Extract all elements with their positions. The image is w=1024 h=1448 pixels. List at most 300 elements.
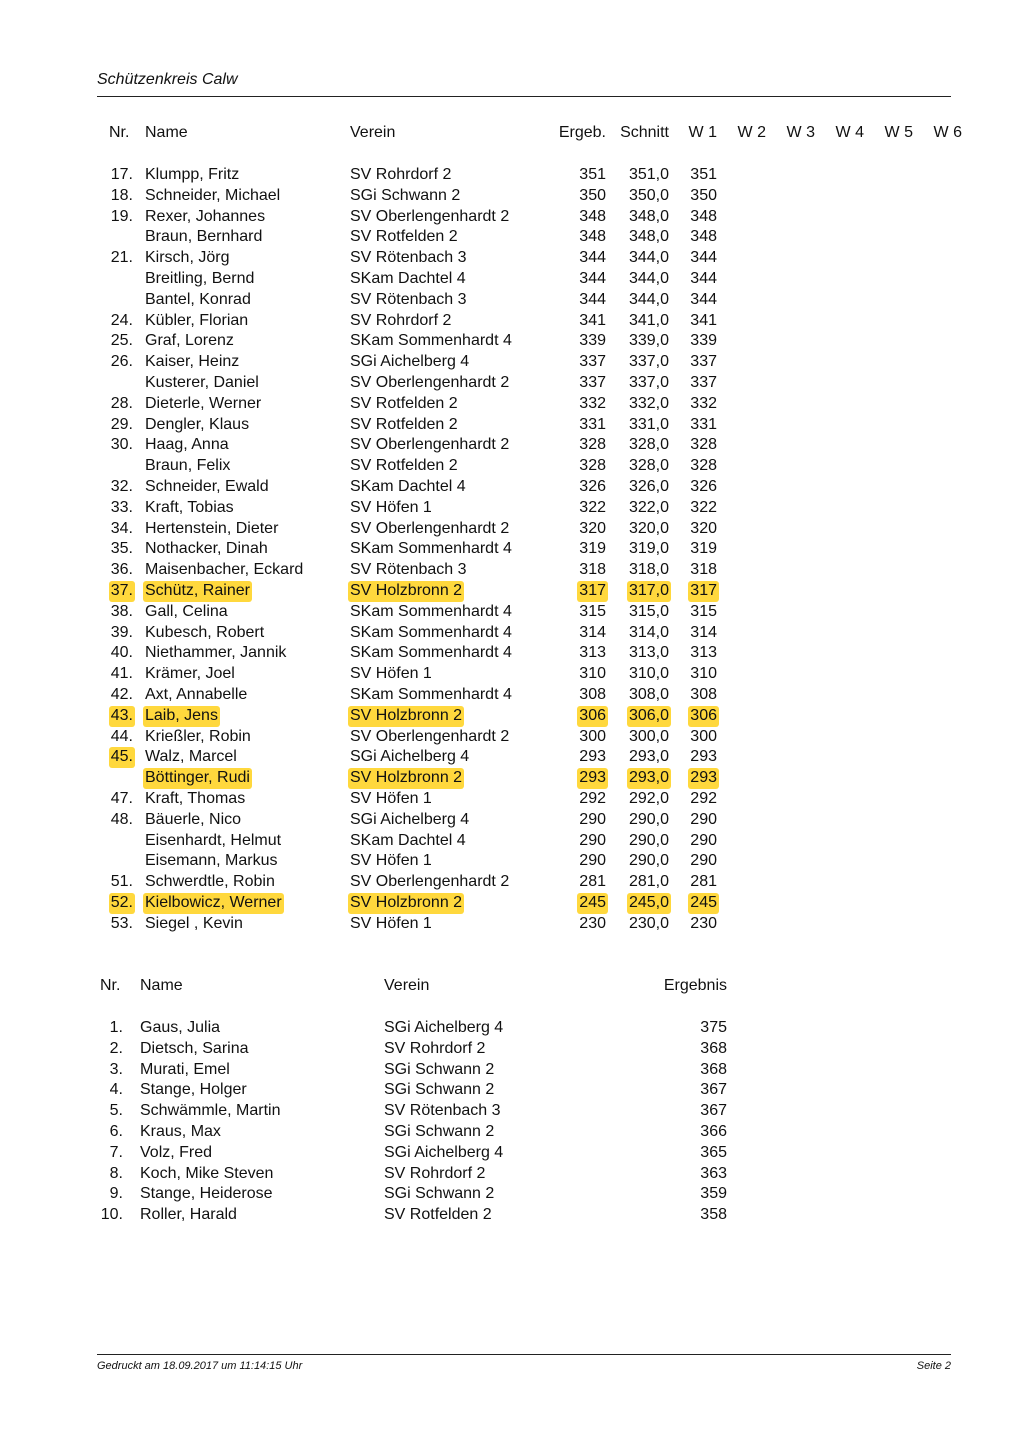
cell-verein: SGi Aichelberg 4 <box>350 810 470 828</box>
cell-nr: 51. <box>110 873 133 891</box>
cell-nr: 36. <box>110 561 133 579</box>
cell-nr: 47. <box>110 790 133 807</box>
print-timestamp: Gedruckt am 18.09.2017 um 11:14:15 Uhr <box>97 1360 303 1372</box>
cell-verein: SV Rohrdorf 2 <box>384 1039 486 1057</box>
cell-w1: 341 <box>690 311 717 329</box>
cell-ergeb: 300 <box>579 727 606 745</box>
cell-ergeb: 322 <box>579 498 606 516</box>
cell-schnitt: 290,0 <box>628 810 669 828</box>
cell-ergeb: 281 <box>579 873 606 891</box>
cell-nr: 52. <box>109 893 135 914</box>
cell-w1: 350 <box>690 186 717 204</box>
cell-ergeb: 292 <box>579 790 606 807</box>
cell-schnitt: 310,0 <box>628 665 669 683</box>
cell-verein: SV Rötenbach 3 <box>350 561 467 579</box>
cell-schnitt: 328,0 <box>628 457 669 475</box>
cell-name: Maisenbacher, Eckard <box>145 561 304 579</box>
cell-name: Gaus, Julia <box>140 1019 221 1036</box>
cell-verein: SKam Dachtel 4 <box>350 478 466 495</box>
cell-ergeb: 310 <box>579 665 606 683</box>
table-row <box>0 311 1024 332</box>
cell-w1: 344 <box>690 249 717 267</box>
cell-name: Stange, Heiderose <box>140 1185 273 1203</box>
cell-w1: 293 <box>688 768 719 789</box>
table-row <box>0 1080 1024 1101</box>
cell-name: Niethammer, Jannik <box>145 644 287 662</box>
cell-w1: 293 <box>690 748 717 766</box>
cell-name: Schwämmle, Martin <box>140 1102 281 1120</box>
results-table-header <box>0 123 1024 143</box>
cell-nr: 40. <box>110 644 133 662</box>
cell-name: Braun, Bernhard <box>145 228 263 246</box>
cell-nr: 2. <box>109 1039 123 1057</box>
cell-w1: 317 <box>688 581 719 602</box>
cell-schnitt: 319,0 <box>628 540 669 558</box>
cell-verein: SV Höfen 1 <box>350 914 432 932</box>
table-row <box>0 810 1024 831</box>
cell-w1: 322 <box>690 498 717 516</box>
cell-verein: SV Rötenbach 3 <box>350 249 467 267</box>
cell-verein: SV Rotfelden 2 <box>384 1206 492 1224</box>
cell-nr: 44. <box>110 727 133 745</box>
cell-verein: SGi Aichelberg 4 <box>350 353 470 371</box>
table-row <box>0 207 1024 228</box>
cell-w1: 306 <box>688 706 719 727</box>
cell-name: Eisemann, Markus <box>145 852 278 870</box>
cell-name: Walz, Marcel <box>145 748 237 766</box>
cell-nr: 42. <box>110 686 133 703</box>
cell-schnitt: 344,0 <box>628 270 669 287</box>
cell-verein: SKam Sommenhardt 4 <box>350 332 512 350</box>
cell-nr: 18. <box>110 186 133 204</box>
cell-nr: 7. <box>109 1143 123 1161</box>
cell-ergebnis: 368 <box>700 1060 727 1078</box>
cell-nr: 1. <box>109 1019 123 1036</box>
cell-w1: 328 <box>690 436 717 454</box>
cell-verein: SKam Sommenhardt 4 <box>350 686 512 703</box>
cell-nr: 53. <box>110 914 133 932</box>
cell-ergeb: 341 <box>579 311 606 329</box>
col-w3-header: W 3 <box>786 124 815 141</box>
table-row <box>0 602 1024 623</box>
table-row <box>0 1184 1024 1205</box>
cell-nr: 19. <box>110 207 133 225</box>
col-nr-header: Nr. <box>109 124 130 141</box>
cell-name: Rexer, Johannes <box>145 207 266 225</box>
cell-schnitt: 308,0 <box>628 686 669 703</box>
cell-w1: 292 <box>690 790 717 807</box>
cell-name: Kraft, Tobias <box>145 498 234 516</box>
cell-ergeb: 337 <box>579 374 606 391</box>
cell-verein: SGi Schwann 2 <box>384 1123 495 1140</box>
cell-nr: 37. <box>109 581 135 602</box>
cell-ergeb: 332 <box>579 394 606 412</box>
cell-name: Murati, Emel <box>140 1060 230 1078</box>
cell-name: Böttinger, Rudi <box>143 768 252 789</box>
cell-ergeb: 328 <box>579 436 606 454</box>
cell-verein: SKam Sommenhardt 4 <box>350 540 512 558</box>
cell-verein: SGi Aichelberg 4 <box>384 1143 504 1161</box>
cell-w1: 308 <box>690 686 717 703</box>
table-row <box>0 539 1024 560</box>
cell-name: Axt, Annabelle <box>145 686 248 703</box>
cell-name: Laib, Jens <box>143 706 220 727</box>
cell-verein: SKam Sommenhardt 4 <box>350 623 512 641</box>
cell-w1: 313 <box>690 644 717 662</box>
table-row <box>0 456 1024 477</box>
cell-ergeb: 344 <box>579 249 606 267</box>
cell-name: Krießler, Robin <box>145 727 251 745</box>
cell-name: Dieterle, Werner <box>145 394 262 412</box>
cell-w1: 328 <box>690 457 717 475</box>
cell-name: Dietsch, Sarina <box>140 1039 249 1057</box>
cell-name: Siegel , Kevin <box>145 914 243 932</box>
cell-schnitt: 313,0 <box>628 644 669 662</box>
table-row <box>0 165 1024 186</box>
cell-verein: SGi Schwann 2 <box>384 1081 495 1099</box>
cell-schnitt: 320,0 <box>628 519 669 537</box>
cell-w1: 337 <box>690 374 717 391</box>
cell-name: Bäuerle, Nico <box>145 810 242 828</box>
cell-nr: 17. <box>110 166 133 183</box>
col-w1-header: W 1 <box>688 124 717 141</box>
cell-verein: SV Höfen 1 <box>350 852 432 870</box>
cell-schnitt: 350,0 <box>628 186 669 204</box>
cell-name: Kübler, Florian <box>145 311 249 329</box>
cell-name: Krämer, Joel <box>145 665 235 683</box>
cell-name: Kubesch, Robert <box>145 623 265 641</box>
cell-schnitt: 318,0 <box>628 561 669 579</box>
table-row <box>0 498 1024 519</box>
cell-ergeb: 328 <box>579 457 606 475</box>
cell-verein: SV Oberlengenhardt 2 <box>350 374 510 391</box>
cell-verein: SV Oberlengenhardt 2 <box>350 436 510 454</box>
cell-ergeb: 320 <box>579 519 606 537</box>
table-row <box>0 1143 1024 1164</box>
cell-verein: SV Oberlengenhardt 2 <box>350 873 510 891</box>
cell-verein: SV Rohrdorf 2 <box>384 1164 486 1182</box>
cell-name: Schütz, Rainer <box>143 581 252 602</box>
col-verein-header: Verein <box>350 124 396 141</box>
cell-w1: 348 <box>690 207 717 225</box>
col-name-header: Name <box>145 124 188 141</box>
col-schnitt-header: Schnitt <box>620 124 669 141</box>
cell-nr: 34. <box>110 519 133 537</box>
cell-nr: 32. <box>110 478 133 495</box>
cell-schnitt: 331,0 <box>628 415 669 433</box>
cell-w1: 320 <box>690 519 717 537</box>
cell-name: Kirsch, Jörg <box>145 249 230 267</box>
cell-verein: SGi Aichelberg 4 <box>350 748 470 766</box>
cell-schnitt: 351,0 <box>628 166 669 183</box>
cell-name: Koch, Mike Steven <box>140 1164 274 1182</box>
cell-name: Hertenstein, Dieter <box>145 519 279 537</box>
cell-schnitt: 293,0 <box>628 748 669 766</box>
cell-w1: 290 <box>690 831 717 849</box>
table-row <box>0 727 1024 748</box>
table-row <box>0 1060 1024 1081</box>
cell-nr: 29. <box>110 415 133 433</box>
cell-nr: 39. <box>110 623 133 641</box>
cell-nr: 28. <box>110 394 133 412</box>
cell-schnitt: 326,0 <box>628 478 669 495</box>
table-row <box>0 248 1024 269</box>
cell-name: Kielbowicz, Werner <box>143 893 284 914</box>
col-name-header: Name <box>140 977 183 994</box>
cell-schnitt: 348,0 <box>628 228 669 246</box>
table-row <box>0 1039 1024 1060</box>
cell-schnitt: 230,0 <box>628 914 669 932</box>
cell-ergebnis: 366 <box>700 1123 727 1140</box>
cell-w1: 344 <box>690 270 717 287</box>
cell-schnitt: 290,0 <box>628 852 669 870</box>
cell-schnitt: 293,0 <box>627 768 671 789</box>
col-ergeb-header: Ergeb. <box>558 124 606 141</box>
cell-ergeb: 351 <box>579 166 606 183</box>
document-title: Schützenkreis Calw <box>97 71 238 88</box>
cell-w1: 300 <box>690 727 717 745</box>
cell-verein: SV Höfen 1 <box>350 498 432 516</box>
cell-schnitt: 339,0 <box>628 332 669 350</box>
col-ergebnis-header: Ergebnis <box>663 977 727 994</box>
cell-verein: SV Rotfelden 2 <box>350 415 458 433</box>
cell-verein: SKam Dachtel 4 <box>350 831 466 849</box>
cell-ergeb: 348 <box>579 228 606 246</box>
cell-name: Haag, Anna <box>145 436 229 454</box>
cell-verein: SV Rotfelden 2 <box>350 394 458 412</box>
cell-ergeb: 306 <box>577 706 608 727</box>
table-row <box>0 560 1024 581</box>
cell-ergeb: 319 <box>579 540 606 558</box>
cell-schnitt: 337,0 <box>628 353 669 371</box>
cell-ergeb: 245 <box>577 893 608 914</box>
cell-ergebnis: 367 <box>700 1102 727 1120</box>
table-row <box>0 1101 1024 1122</box>
cell-ergeb: 350 <box>579 186 606 204</box>
cell-schnitt: 322,0 <box>628 498 669 516</box>
cell-verein: SGi Schwann 2 <box>350 186 461 204</box>
cell-schnitt: 317,0 <box>627 581 671 602</box>
cell-w1: 290 <box>690 852 717 870</box>
cell-nr: 10. <box>100 1206 123 1224</box>
cell-name: Klumpp, Fritz <box>145 166 240 183</box>
cell-ergebnis: 359 <box>700 1185 727 1203</box>
table-row <box>0 331 1024 352</box>
cell-ergeb: 318 <box>579 561 606 579</box>
cell-ergeb: 344 <box>579 290 606 308</box>
cell-w1: 351 <box>690 166 717 183</box>
table-row <box>0 477 1024 498</box>
cell-name: Braun, Felix <box>145 457 231 475</box>
cell-name: Schneider, Ewald <box>145 478 269 495</box>
table-row <box>0 643 1024 664</box>
cell-verein: SV Höfen 1 <box>350 665 432 683</box>
cell-ergeb: 290 <box>579 831 606 849</box>
cell-ergeb: 344 <box>579 270 606 287</box>
table-row <box>0 914 1024 935</box>
cell-schnitt: 281,0 <box>628 873 669 891</box>
col-w6-header: W 6 <box>933 124 962 141</box>
col-w2-header: W 2 <box>737 124 766 141</box>
cell-nr: 5. <box>109 1102 123 1120</box>
table-row <box>0 685 1024 706</box>
cell-schnitt: 315,0 <box>628 602 669 620</box>
cell-schnitt: 245,0 <box>627 893 671 914</box>
table-row <box>0 831 1024 852</box>
cell-verein: SV Holzbronn 2 <box>348 706 464 727</box>
cell-verein: SV Oberlengenhardt 2 <box>350 207 510 225</box>
table-row <box>0 269 1024 290</box>
cell-w1: 331 <box>690 415 717 433</box>
cell-verein: SV Holzbronn 2 <box>348 581 464 602</box>
cell-schnitt: 306,0 <box>627 706 671 727</box>
cell-ergebnis: 375 <box>700 1019 727 1036</box>
table-row <box>0 706 1024 727</box>
cell-name: Bantel, Konrad <box>145 290 251 308</box>
cell-nr: 4. <box>109 1081 123 1099</box>
col-w4-header: W 4 <box>835 124 864 141</box>
cell-nr: 26. <box>110 353 133 371</box>
cell-w1: 230 <box>690 914 717 932</box>
table-row <box>0 581 1024 602</box>
cell-nr: 33. <box>110 498 133 516</box>
cell-verein: SGi Aichelberg 4 <box>384 1019 504 1036</box>
cell-ergeb: 315 <box>579 602 606 620</box>
cell-schnitt: 290,0 <box>628 831 669 849</box>
cell-name: Nothacker, Dinah <box>145 540 268 558</box>
cell-schnitt: 332,0 <box>628 394 669 412</box>
cell-ergeb: 293 <box>579 748 606 766</box>
cell-w1: 318 <box>690 561 717 579</box>
cell-verein: SV Rohrdorf 2 <box>350 166 452 183</box>
cell-ergeb: 313 <box>579 644 606 662</box>
cell-name: Roller, Harald <box>140 1206 237 1224</box>
cell-schnitt: 341,0 <box>628 311 669 329</box>
col-nr-header: Nr. <box>100 977 121 994</box>
cell-verein: SV Oberlengenhardt 2 <box>350 727 510 745</box>
cell-verein: SV Rotfelden 2 <box>350 228 458 246</box>
cell-schnitt: 337,0 <box>628 374 669 391</box>
cell-verein: SKam Sommenhardt 4 <box>350 602 512 620</box>
cell-ergeb: 290 <box>579 810 606 828</box>
cell-schnitt: 328,0 <box>628 436 669 454</box>
cell-name: Stange, Holger <box>140 1081 247 1099</box>
cell-name: Kusterer, Daniel <box>145 374 259 391</box>
table-row <box>0 415 1024 436</box>
cell-verein: SV Holzbronn 2 <box>348 893 464 914</box>
table-row <box>0 768 1024 789</box>
cell-name: Schwerdtle, Robin <box>145 873 275 891</box>
table-row <box>0 664 1024 685</box>
table-row <box>0 851 1024 872</box>
cell-schnitt: 300,0 <box>628 727 669 745</box>
cell-verein: SKam Sommenhardt 4 <box>350 644 512 662</box>
cell-name: Eisenhardt, Helmut <box>145 831 282 849</box>
cell-ergeb: 290 <box>579 852 606 870</box>
cell-verein: SV Rohrdorf 2 <box>350 311 452 329</box>
cell-nr: 35. <box>110 540 133 558</box>
table-row <box>0 789 1024 810</box>
cell-ergebnis: 363 <box>700 1164 727 1182</box>
cell-w1: 281 <box>690 873 717 891</box>
cell-verein: SV Rötenbach 3 <box>350 290 467 308</box>
table-row <box>0 435 1024 456</box>
table-row <box>0 373 1024 394</box>
ranking-table-header <box>0 976 1024 996</box>
cell-name: Graf, Lorenz <box>145 332 234 350</box>
cell-name: Kraus, Max <box>140 1123 221 1140</box>
cell-ergeb: 339 <box>579 332 606 350</box>
cell-verein: SV Höfen 1 <box>350 790 432 807</box>
cell-nr: 6. <box>109 1123 123 1140</box>
table-row <box>0 186 1024 207</box>
cell-ergeb: 314 <box>579 623 606 641</box>
cell-name: Kaiser, Heinz <box>145 353 240 371</box>
cell-name: Schneider, Michael <box>145 186 281 204</box>
cell-nr: 25. <box>110 332 133 350</box>
cell-ergebnis: 365 <box>700 1143 727 1161</box>
table-row <box>0 1205 1024 1226</box>
cell-w1: 245 <box>688 893 719 914</box>
cell-ergebnis: 368 <box>700 1039 727 1057</box>
cell-verein: SGi Schwann 2 <box>384 1185 495 1203</box>
cell-schnitt: 292,0 <box>628 790 669 807</box>
cell-nr: 8. <box>109 1164 123 1182</box>
table-row <box>0 352 1024 373</box>
cell-verein: SV Holzbronn 2 <box>348 768 464 789</box>
cell-w1: 326 <box>690 478 717 495</box>
cell-ergebnis: 367 <box>700 1081 727 1099</box>
cell-verein: SV Oberlengenhardt 2 <box>350 519 510 537</box>
cell-name: Kraft, Thomas <box>145 790 246 807</box>
cell-ergeb: 308 <box>579 686 606 703</box>
table-row <box>0 394 1024 415</box>
cell-verein: SV Rötenbach 3 <box>384 1102 501 1120</box>
cell-w1: 315 <box>690 602 717 620</box>
cell-nr: 3. <box>109 1060 123 1078</box>
cell-name: Dengler, Klaus <box>145 415 250 433</box>
cell-w1: 314 <box>690 623 717 641</box>
cell-ergeb: 331 <box>579 415 606 433</box>
cell-verein: SKam Dachtel 4 <box>350 270 466 287</box>
cell-w1: 319 <box>690 540 717 558</box>
cell-ergeb: 317 <box>577 581 608 602</box>
cell-verein: SGi Schwann 2 <box>384 1060 495 1078</box>
table-row <box>0 1122 1024 1143</box>
cell-ergeb: 348 <box>579 207 606 225</box>
table-row <box>0 1164 1024 1185</box>
cell-schnitt: 344,0 <box>628 290 669 308</box>
cell-nr: 30. <box>110 436 133 454</box>
table-row <box>0 893 1024 914</box>
cell-w1: 339 <box>690 332 717 350</box>
cell-name: Gall, Celina <box>145 602 228 620</box>
cell-nr: 43. <box>109 706 135 727</box>
table-row <box>0 623 1024 644</box>
table-row <box>0 290 1024 311</box>
cell-schnitt: 314,0 <box>628 623 669 641</box>
cell-name: Volz, Fred <box>140 1143 213 1161</box>
cell-nr: 9. <box>109 1185 123 1203</box>
cell-ergeb: 337 <box>579 353 606 371</box>
header-divider <box>97 96 951 97</box>
table-row <box>0 519 1024 540</box>
cell-name: Breitling, Bernd <box>145 270 255 287</box>
cell-nr: 48. <box>110 810 133 828</box>
cell-w1: 348 <box>690 228 717 246</box>
table-row <box>0 1018 1024 1039</box>
cell-w1: 290 <box>690 810 717 828</box>
